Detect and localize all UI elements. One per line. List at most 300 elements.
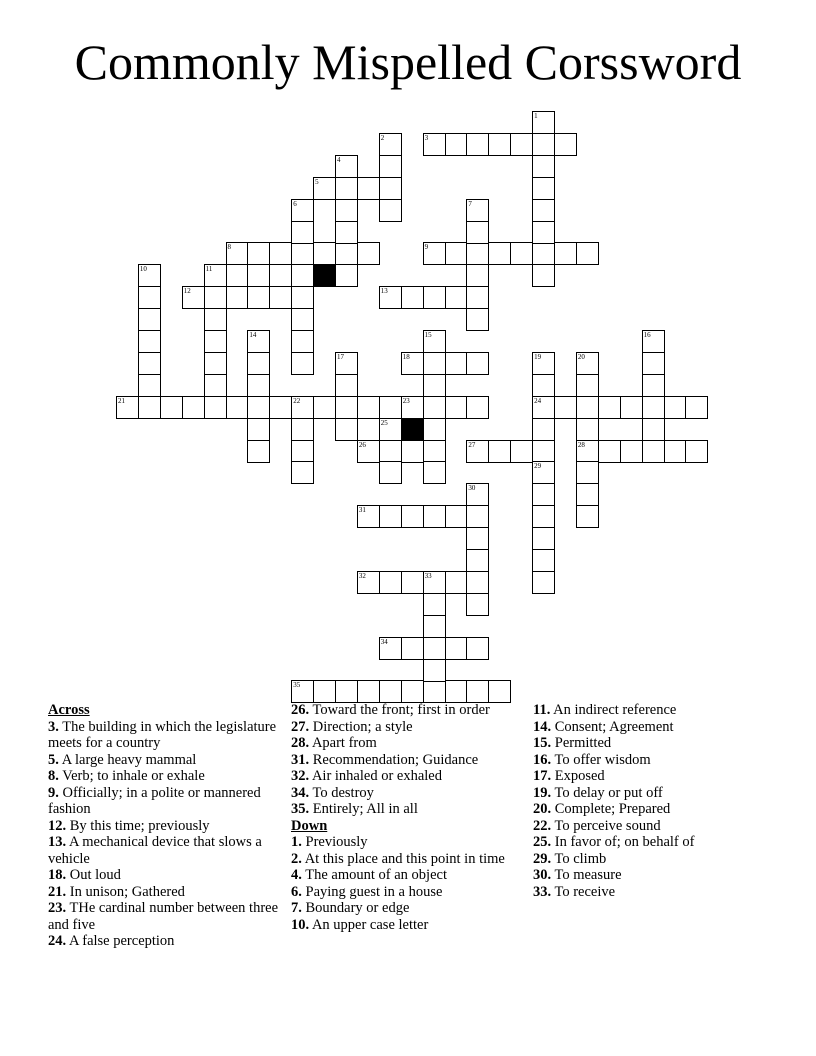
grid-cell[interactable] [291,308,314,331]
grid-cell[interactable] [379,571,402,594]
grid-cell[interactable] [423,461,446,484]
grid-cell[interactable] [532,396,555,419]
cell-number: 13 [380,287,388,296]
clue-number: 13. [48,834,67,850]
grid-cell[interactable] [291,680,314,703]
grid-cell[interactable] [510,440,533,463]
clue-text: To offer wisdom [551,751,651,768]
grid-cell[interactable] [138,396,161,419]
grid-cell[interactable] [532,264,555,287]
grid-block [401,418,424,441]
grid-cell[interactable] [291,221,314,244]
grid-cell[interactable] [445,133,468,156]
grid-cell[interactable] [466,483,489,506]
grid-cell[interactable] [532,571,555,594]
clue-text: Entirely; All in all [309,801,418,817]
grid-cell[interactable] [598,396,621,419]
cell-number: 21 [118,396,125,405]
grid-cell[interactable] [423,330,446,353]
grid-cell[interactable] [466,308,489,331]
grid-cell[interactable] [423,505,446,528]
cell-number: 19 [534,352,542,361]
clue-item [48,834,283,867]
clue-item [533,834,768,851]
grid-cell[interactable] [423,286,446,309]
grid-cell[interactable] [401,396,424,419]
clues-column-3 [533,702,768,900]
clue-number: 17. [533,768,552,784]
clue-text: At this place and this point in time [301,850,505,867]
grid-cell[interactable] [379,133,402,156]
clue-item [533,851,768,868]
grid-cell[interactable] [335,221,358,244]
grid-cell[interactable] [576,440,599,463]
grid-cell[interactable] [466,286,489,309]
grid-cell[interactable] [138,330,161,353]
grid-cell[interactable] [379,286,402,309]
grid-cell[interactable] [226,396,249,419]
clue-text: Air inhaled or exhaled [309,768,442,784]
grid-cell[interactable] [423,418,446,441]
grid-cell[interactable] [532,505,555,528]
clue-item [291,801,526,818]
grid-cell[interactable] [335,155,358,178]
clue-item [48,719,283,752]
clue-item [291,735,526,752]
clue-item [533,867,768,884]
grid-cell[interactable] [423,615,446,638]
clue-item [291,785,526,802]
clue-text: To climb [551,850,607,867]
grid-cell[interactable] [335,418,358,441]
grid-cell[interactable] [466,571,489,594]
grid-cell[interactable] [423,593,446,616]
grid-cell[interactable] [401,286,424,309]
grid-cell[interactable] [423,659,446,682]
grid-cell[interactable] [269,264,292,287]
clue-number: 27. [291,718,310,735]
grid-cell[interactable] [138,308,161,331]
grid-cell[interactable] [423,352,446,375]
grid-cell[interactable] [576,461,599,484]
clue-text: Consent; Agreement [551,718,674,735]
clue-text: A false perception [66,933,175,949]
grid-cell[interactable] [445,242,468,265]
grid-cell[interactable] [554,396,577,419]
clue-text: Exposed [551,768,605,784]
grid-cell[interactable] [247,286,270,309]
clue-item [533,801,768,818]
grid-cell[interactable] [620,440,643,463]
clue-number: 1. [291,834,302,850]
grid-cell[interactable] [554,242,577,265]
cell-number: 17 [337,352,344,361]
grid-cell[interactable] [445,571,468,594]
grid-cell[interactable] [401,637,424,660]
grid-cell[interactable] [379,396,402,419]
grid-cell[interactable] [642,440,665,463]
grid-cell[interactable] [423,242,446,265]
grid-cell[interactable] [357,177,380,200]
clue-item [48,752,283,769]
grid-cell[interactable] [379,177,402,200]
grid-cell[interactable] [204,330,227,353]
clue-item [48,900,283,933]
cell-number: 3 [424,133,429,142]
grid-cell[interactable] [247,330,270,353]
clue-number: 21. [48,883,67,900]
grid-cell[interactable] [357,440,380,463]
clue-number: 26. [291,702,310,718]
clue-item [533,785,768,802]
clue-item [291,752,526,769]
grid-cell[interactable] [357,571,380,594]
cell-number: 2 [380,133,385,142]
grid-cell[interactable] [642,330,665,353]
grid-cell[interactable] [138,352,161,375]
grid-cell[interactable] [335,177,358,200]
grid-cell[interactable] [423,680,446,703]
grid-cell[interactable] [291,330,314,353]
grid-cell[interactable] [466,637,489,660]
clue-number: 19. [533,784,552,801]
grid-cell[interactable] [488,242,511,265]
grid-cell[interactable] [335,396,358,419]
grid-cell[interactable] [576,483,599,506]
cell-number: 25 [380,418,388,427]
clue-item [291,768,526,785]
grid-cell[interactable] [291,286,314,309]
grid-cell[interactable] [532,199,555,222]
grid-cell[interactable] [401,680,424,703]
cell-number: 12 [183,287,191,296]
grid-cell[interactable] [664,396,687,419]
clue-number: 11. [533,702,551,718]
across-header: Across [48,702,90,718]
grid-cell[interactable] [532,352,555,375]
clue-item [291,867,526,884]
cell-number: 7 [468,199,472,208]
grid-cell[interactable] [335,199,358,222]
clue-text: Recommendation; Guidance [309,751,479,768]
clue-text: The building in which the legislature meets for a country [48,718,277,751]
clue-text: Direction; a style [309,718,413,735]
cell-number: 5 [315,177,319,186]
grid-cell[interactable] [291,440,314,463]
grid-cell[interactable] [532,418,555,441]
grid-cell[interactable] [423,440,446,463]
grid-cell[interactable] [642,396,665,419]
clue-number: 35. [291,801,310,817]
grid-cell[interactable] [685,396,708,419]
grid-cell[interactable] [335,374,358,397]
grid-cell[interactable] [598,440,621,463]
grid-cell[interactable] [466,199,489,222]
grid-cell[interactable] [466,593,489,616]
clue-item [533,752,768,769]
grid-cell[interactable] [466,264,489,287]
grid-cell[interactable] [291,199,314,222]
clue-number: 29. [533,850,552,867]
grid-cell[interactable] [576,505,599,528]
grid-cell[interactable] [466,133,489,156]
clue-number: 3. [48,718,59,735]
grid-cell[interactable] [247,418,270,441]
clue-item [533,702,768,719]
grid-cell[interactable] [532,177,555,200]
grid-cell[interactable] [445,286,468,309]
clue-item [291,917,526,934]
grid-cell[interactable] [620,396,643,419]
grid-cell[interactable] [576,396,599,419]
clue-item [48,768,283,785]
clue-number: 28. [291,735,310,751]
cell-number: 26 [358,440,366,449]
clue-number: 7. [291,900,302,916]
clue-text: Officially; in a polite or mannered fashion [48,784,261,817]
clue-item [48,933,283,950]
clue-text: A large heavy mammal [58,751,197,768]
grid-cell[interactable] [182,396,205,419]
grid-cell[interactable] [532,549,555,572]
grid-cell[interactable] [642,352,665,375]
grid-cell[interactable] [269,242,292,265]
clue-number: 20. [533,801,552,817]
grid-cell[interactable] [379,418,402,441]
clue-item [533,719,768,736]
clue-number: 6. [291,883,302,900]
grid-cell[interactable] [576,242,599,265]
clue-text: Permitted [551,735,612,751]
grid-cell[interactable] [379,637,402,660]
grid-cell[interactable] [335,352,358,375]
grid-cell[interactable] [313,177,336,200]
cell-number: 15 [424,331,432,339]
clue-text: An upper case letter [309,916,429,933]
grid-cell[interactable] [291,352,314,375]
grid-cell[interactable] [291,396,314,419]
grid-cell[interactable] [554,133,577,156]
grid-cell[interactable] [532,440,555,463]
grid-cell[interactable] [532,527,555,550]
grid-cell[interactable] [466,242,489,265]
grid-cell[interactable] [532,133,555,156]
clue-text: The amount of an object [301,867,447,883]
grid-cell[interactable] [664,440,687,463]
grid-cell[interactable] [576,374,599,397]
grid-cell[interactable] [247,352,270,375]
clues-column-2 [291,702,526,933]
grid-cell[interactable] [204,264,227,287]
grid-cell[interactable] [445,505,468,528]
grid-cell[interactable] [423,396,446,419]
grid-cell[interactable] [204,286,227,309]
clue-item [533,884,768,901]
grid-cell[interactable] [401,440,424,463]
clue-number: 15. [533,735,552,751]
grid-cell[interactable] [423,637,446,660]
grid-cell[interactable] [357,680,380,703]
clue-text: Previously [301,834,368,850]
cell-number: 30 [468,484,476,493]
clue-number: 32. [291,768,310,784]
grid-cell[interactable] [445,637,468,660]
grid-cell[interactable] [357,505,380,528]
cell-number: 28 [577,440,585,449]
grid-cell[interactable] [466,680,489,703]
grid-cell[interactable] [532,155,555,178]
grid-cell[interactable] [379,155,402,178]
clue-text: To measure [551,867,622,883]
grid-cell[interactable] [313,396,336,419]
grid-cell[interactable] [269,286,292,309]
grid-cell[interactable] [401,571,424,594]
grid-cell[interactable] [466,505,489,528]
clue-item [533,818,768,835]
grid-cell[interactable] [138,286,161,309]
grid-cell[interactable] [445,680,468,703]
grid-cell[interactable] [510,242,533,265]
clue-item [48,785,283,818]
grid-cell[interactable] [466,352,489,375]
clue-item [291,900,526,917]
clue-number: 4. [291,867,302,883]
clue-text: Boundary or edge [301,900,410,916]
grid-cell[interactable] [379,505,402,528]
grid-cell[interactable] [445,352,468,375]
grid-cell[interactable] [204,352,227,375]
grid-cell[interactable] [488,680,511,703]
grid-cell[interactable] [532,111,555,134]
clue-text: Toward the front; first in order [309,702,490,718]
cell-number: 11 [205,265,213,274]
grid-cell[interactable] [423,133,446,156]
clue-text: Out loud [66,867,121,883]
grid-cell[interactable] [466,396,489,419]
clue-text: To receive [551,883,616,900]
clue-text: In unison; Gathered [66,883,185,900]
grid-cell[interactable] [226,286,249,309]
grid-cell[interactable] [379,680,402,703]
grid-cell[interactable] [401,352,424,375]
clue-item [291,884,526,901]
grid-cell[interactable] [576,352,599,375]
grid-cell[interactable] [204,374,227,397]
clue-number: 16. [533,751,552,768]
grid-cell[interactable] [269,396,292,419]
clue-number: 31. [291,751,310,768]
cell-number: 8 [227,243,231,252]
grid-cell[interactable] [532,461,555,484]
grid-cell[interactable] [423,571,446,594]
grid-cell[interactable] [532,374,555,397]
grid-cell[interactable] [291,461,314,484]
clue-text: In favor of; on behalf of [551,834,695,850]
grid-cell[interactable] [357,242,380,265]
grid-cell[interactable] [291,418,314,441]
grid-cell[interactable] [247,264,270,287]
grid-cell[interactable] [182,286,205,309]
grid-cell[interactable] [642,374,665,397]
grid-cell[interactable] [138,374,161,397]
grid-cell[interactable] [576,418,599,441]
clue-number: 34. [291,784,310,801]
grid-cell[interactable] [466,527,489,550]
clue-number: 12. [48,817,67,834]
grid-cell[interactable] [510,133,533,156]
grid-cell[interactable] [466,221,489,244]
grid-cell[interactable] [160,396,183,419]
grid-cell[interactable] [226,242,249,265]
grid-cell[interactable] [313,680,336,703]
clue-item [291,851,526,868]
clue-item [291,702,526,719]
clue-number: 10. [291,916,310,933]
grid-cell[interactable] [247,242,270,265]
clue-text: By this time; previously [66,817,210,834]
grid-cell[interactable] [116,396,139,419]
clue-item [48,884,283,901]
grid-cell[interactable] [204,308,227,331]
grid-cell[interactable] [247,396,270,419]
cell-number: 20 [577,352,585,361]
cell-number: 31 [358,506,366,515]
grid-cell[interactable] [313,242,336,265]
grid-cell[interactable] [466,549,489,572]
grid-cell[interactable] [401,505,424,528]
grid-cell[interactable] [335,264,358,287]
grid-cell[interactable] [642,418,665,441]
grid-cell[interactable] [488,440,511,463]
grid-cell[interactable] [379,440,402,463]
clue-number: 33. [533,883,552,900]
clue-number: 14. [533,718,552,735]
clue-text: Apart from [309,735,377,751]
grid-cell[interactable] [445,396,468,419]
grid-cell[interactable] [357,396,380,419]
grid-cell[interactable] [423,374,446,397]
grid-cell[interactable] [379,461,402,484]
cell-number: 14 [249,331,257,339]
grid-cell[interactable] [291,242,314,265]
grid-cell[interactable] [685,440,708,463]
grid-cell[interactable] [532,242,555,265]
cell-number: 35 [293,681,301,690]
grid-cell[interactable] [291,264,314,287]
cell-number: 32 [358,571,366,580]
grid-cell[interactable] [335,680,358,703]
clue-number: 9. [48,784,59,801]
clue-item [533,768,768,785]
grid-cell[interactable] [138,264,161,287]
clue-item [291,834,526,851]
grid-cell[interactable] [532,221,555,244]
grid-cell[interactable] [466,440,489,463]
cell-number: 6 [293,199,297,208]
grid-cell[interactable] [247,440,270,463]
cell-number: 4 [337,155,341,164]
grid-cell[interactable] [488,133,511,156]
clue-number: 24. [48,933,67,949]
clue-text: To delay or put off [551,784,663,801]
grid-cell[interactable] [204,396,227,419]
grid-cell[interactable] [335,242,358,265]
grid-cell[interactable] [226,264,249,287]
grid-cell[interactable] [379,199,402,222]
grid-cell[interactable] [247,374,270,397]
grid-cell[interactable] [532,483,555,506]
clue-text: Paying guest in a house [301,883,443,900]
